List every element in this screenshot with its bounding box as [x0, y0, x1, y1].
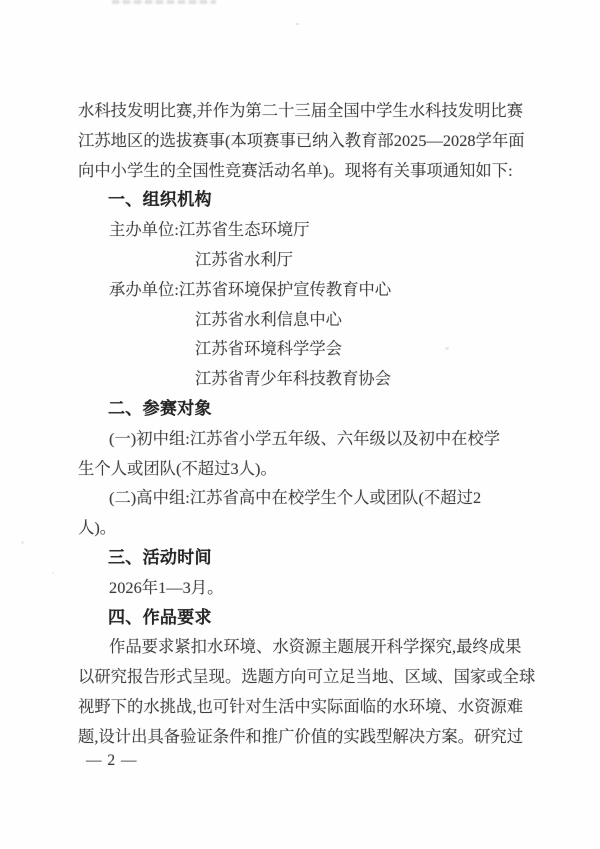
page-number: — 2 — — [86, 752, 138, 769]
senior-group-line-1: (二)高中组:江苏省高中在校学生个人或团队(不超过2 — [109, 488, 482, 508]
section-2-heading: 二、参赛对象 — [108, 398, 212, 418]
organizer-unit-1: 江苏省环境保护宣传教育中心 — [178, 279, 392, 299]
organizer-units-line — [78, 275, 546, 305]
organizer-unit-3: 江苏省环境科学学会 — [195, 339, 342, 359]
host-label: 主办单位: — [109, 220, 179, 240]
organizer-unit-2: 江苏省水利信息中心 — [195, 309, 342, 329]
host-units-line — [78, 215, 546, 245]
section-3-heading: 三、活动时间 — [108, 547, 212, 567]
senior-group-line-2: 人)。 — [78, 518, 117, 538]
section-4-heading: 四、作品要求 — [108, 607, 212, 627]
requirements-line-2: 以研究报告形式呈现。选题方向可立足当地、区域、国家或全球 — [78, 667, 536, 687]
intro-paragraph-line-1: 水科技发明比赛,并作为第二十三届全国中学生水科技发明比赛 — [78, 101, 524, 120]
intro-paragraph-line-2: 江苏地区的选拔赛事(本项赛事已纳入教育部2025—2028学年面 — [78, 130, 525, 150]
junior-group-line-1: (一)初中组:江苏省小学五年级、六年级以及初中在校学 — [109, 428, 501, 448]
requirements-line-1: 作品要求紧扣水环境、水资源主题展开科学探究,最终成果 — [109, 637, 522, 657]
scan-speck — [21, 541, 24, 544]
activity-time-line: 2026年1—3月。 — [109, 577, 224, 597]
document-body — [78, 96, 546, 752]
scan-speck — [52, 572, 54, 574]
scan-artifact-top-edge — [112, 0, 216, 4]
host-unit-1: 江苏省生态环境厅 — [178, 220, 310, 240]
organizer-label: 承办单位: — [109, 279, 179, 299]
organizer-unit-4: 江苏省青少年科技教育协会 — [195, 369, 391, 389]
host-unit-2: 江苏省水利厅 — [195, 249, 293, 269]
intro-paragraph-line-3: 向中小学生的全国性竞赛活动名单)。现将有关事项通知如下: — [78, 160, 513, 180]
section-1-heading: 一、组织机构 — [108, 190, 212, 210]
requirements-line-3: 视野下的水挑战,也可针对生活中实际面临的水环境、水资源难 — [78, 696, 524, 716]
junior-group-line-2: 生个人或团队(不超过3人)。 — [78, 458, 277, 478]
requirements-line-4: 题,设计出具备验证条件和推广价值的实践型解决方案。研究过 — [78, 726, 524, 746]
scan-speck — [296, 23, 299, 25]
